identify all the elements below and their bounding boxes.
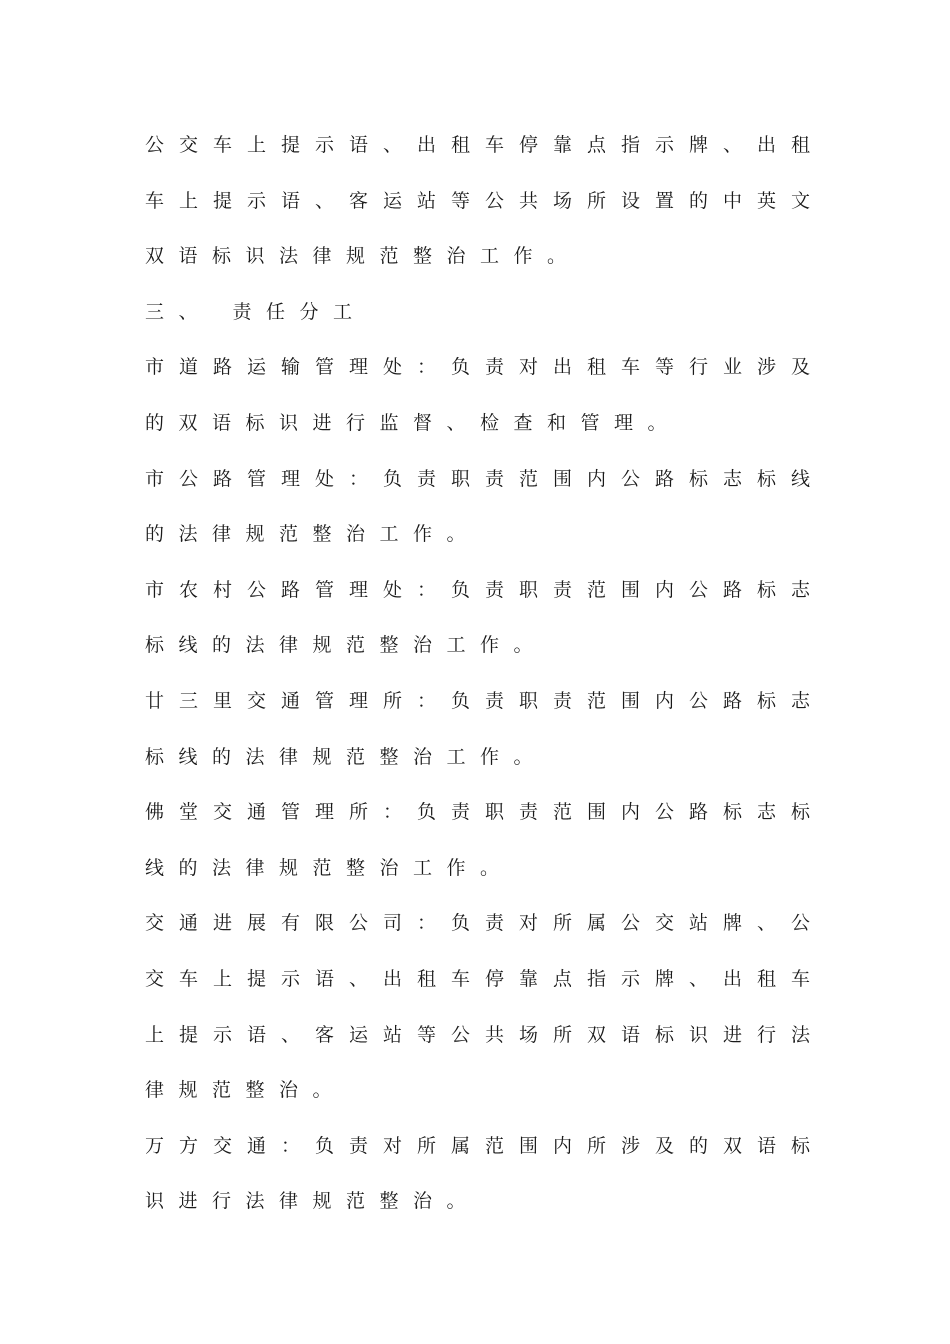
text-line: 市道路运输管理处：负责对出租车等行业涉及 (145, 356, 810, 379)
section-heading: 三、 责任分工 (145, 300, 367, 323)
text-line: 标线的法律规范整治工作。 (145, 745, 548, 768)
document-body (145, 118, 810, 1230)
text-line: 交车上提示语、出租车停靠点指示牌、出租车 (145, 967, 810, 990)
text-line: 标线的法律规范整治工作。 (145, 634, 548, 657)
text-line: 交通进展有限公司：负责对所属公交站牌、公 (145, 912, 810, 935)
text-line: 双语标识法律规范整治工作。 (145, 245, 581, 268)
text-line: 上提示语、客运站等公共场所双语标识进行法 (145, 1023, 810, 1046)
text-line: 万方交通：负责对所属范围内所涉及的双语标 (145, 1134, 810, 1157)
text-line: 车上提示语、客运站等公共场所设置的中英文 (145, 189, 810, 212)
text-line: 市公路管理处：负责职责范围内公路标志标线 (145, 467, 810, 490)
text-line: 识进行法律规范整治。 (145, 1190, 481, 1213)
text-line: 公交车上提示语、出租车停靠点指示牌、出租 (145, 134, 810, 156)
text-line: 的双语标识进行监督、检查和管理。 (145, 411, 682, 434)
text-line: 的法律规范整治工作。 (145, 523, 481, 546)
text-line: 市农村公路管理处：负责职责范围内公路标志 (145, 578, 810, 601)
text-line: 佛堂交通管理所：负责职责范围内公路标志标 (145, 801, 810, 824)
text-line: 线的法律规范整治工作。 (145, 856, 514, 879)
text-line: 廿三里交通管理所：负责职责范围内公路标志 (145, 689, 810, 712)
text-line: 律规范整治。 (145, 1079, 347, 1102)
